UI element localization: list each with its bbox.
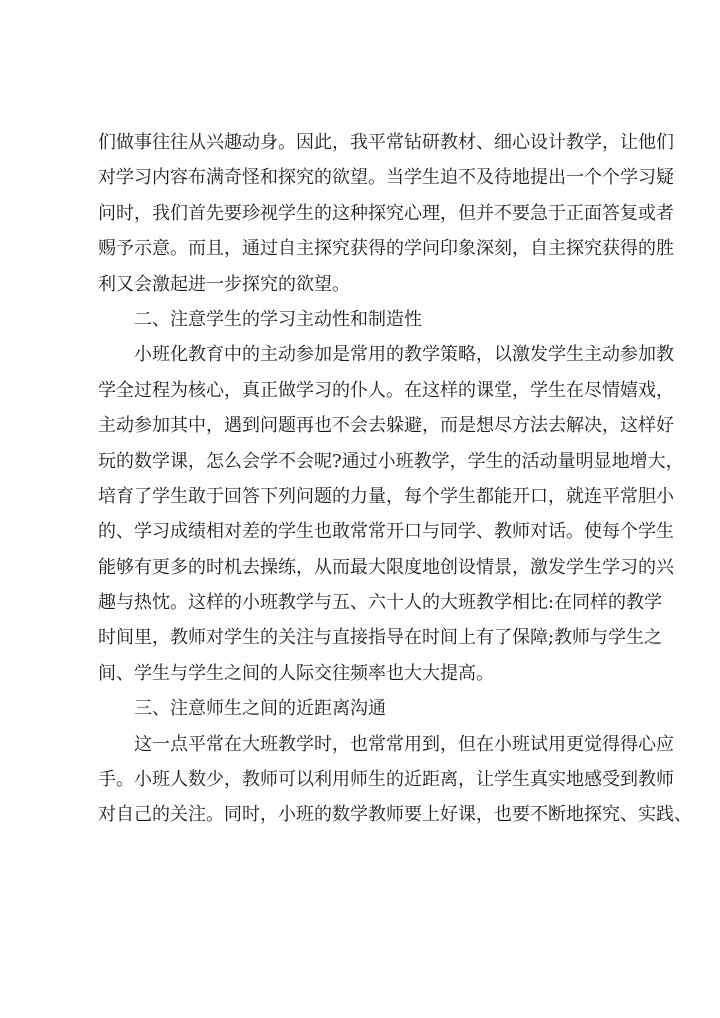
section-heading-2: 二、注意学生的学习主动性和制造性 bbox=[134, 308, 422, 330]
paragraph-2-line: 学全过程为核心，真正做学习的仆人。在这样的课堂，学生在尽情嬉戏， bbox=[98, 379, 674, 401]
paragraph-1-line: 问时，我们首先要珍视学生的这种探究心理，但并不要急于正面答复或者 bbox=[98, 202, 674, 224]
paragraph-1-line: 利又会激起进一步探究的欲望。 bbox=[98, 273, 350, 295]
paragraph-2-line: 小班化教育中的主动参加是常用的教学策略，以激发学生主动参加教 bbox=[134, 344, 674, 366]
paragraph-3-line: 手。小班人数少，教师可以利用师生的近距离，让学生真实地感受到教师 bbox=[98, 769, 674, 791]
paragraph-1-line: 对学习内容布满奇怪和探究的欲望。当学生迫不及待地提出一个个学习疑 bbox=[98, 167, 674, 189]
section-heading-3: 三、注意师生之间的近距离沟通 bbox=[134, 698, 386, 720]
paragraph-2-line: 趣与热忱。这样的小班教学与五、六十人的大班教学相比:在同样的教学 bbox=[98, 592, 663, 614]
paragraph-2 bbox=[98, 337, 684, 691]
paragraph-2-line: 能够有更多的时机去操练，从而最大限度地创设情景，激发学生学习的兴 bbox=[98, 556, 674, 578]
paragraph-3 bbox=[98, 727, 692, 833]
document-body bbox=[98, 125, 692, 833]
paragraph-2-line: 培育了学生敢于回答下列问题的力量，每个学生都能开口，就连平常胆小 bbox=[98, 485, 674, 507]
paragraph-2-line: 的、学习成绩相对差的学生也敢常常开口与同学、教师对话。使每个学生 bbox=[98, 521, 674, 543]
paragraph-2-line: 时间里，教师对学生的关注与直接指导在时间上有了保障;教师与学生之 bbox=[98, 627, 663, 649]
paragraph-2-line: 间、学生与学生之间的人际交往频率也大大提高。 bbox=[98, 662, 494, 684]
paragraph-1 bbox=[98, 125, 674, 302]
paragraph-2-line: 玩的数学课，怎么会学不会呢?通过小班教学，学生的活动量明显地增大， bbox=[98, 450, 684, 472]
paragraph-1-line: 们做事往往从兴趣动身。因此，我平常钻研教材、细心设计教学，让他们 bbox=[98, 132, 674, 153]
paragraph-2-line: 主动参加其中，遇到问题再也不会去躲避，而是想尽方法去解决，这样好 bbox=[98, 415, 674, 437]
paragraph-3-line: 对自己的关注。同时，小班的数学教师要上好课，也要不断地探究、实践、 bbox=[98, 804, 692, 826]
paragraph-3-line: 这一点平常在大班教学时，也常常用到，但在小班试用更觉得得心应 bbox=[134, 733, 674, 755]
paragraph-1-line: 赐予示意。而且，通过自主探究获得的学问印象深刻，自主探究获得的胜 bbox=[98, 238, 674, 260]
